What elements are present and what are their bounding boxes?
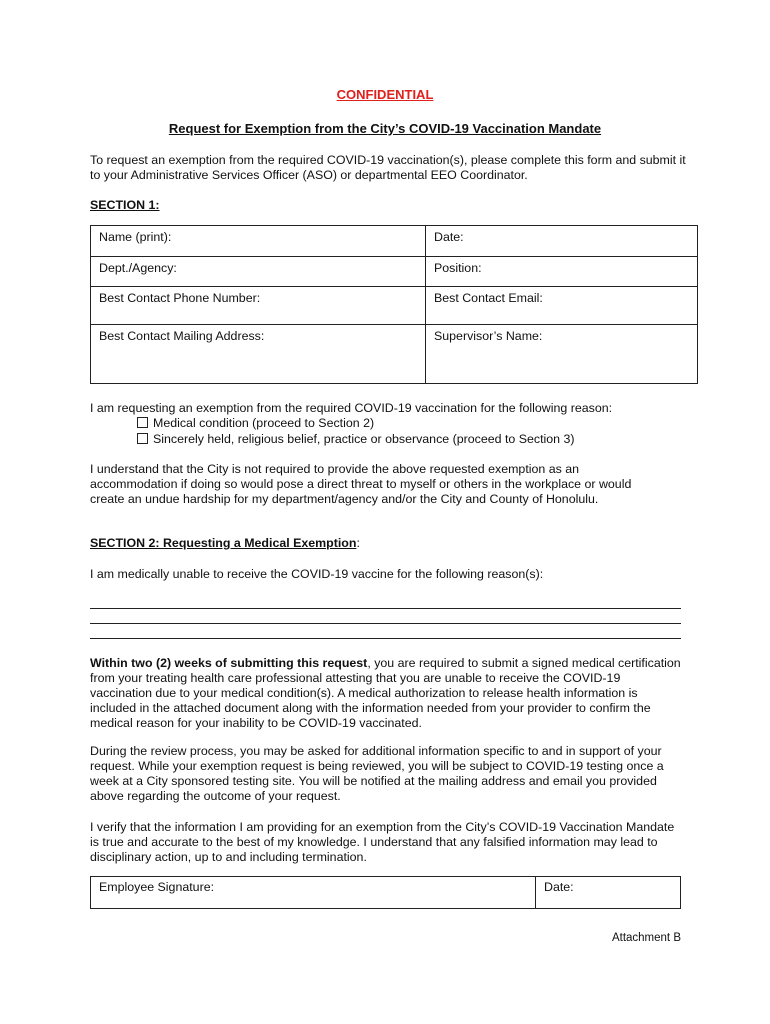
position-field[interactable] (426, 257, 698, 287)
date-field[interactable] (426, 226, 698, 257)
address-field[interactable] (91, 325, 426, 384)
dept-field[interactable] (91, 257, 426, 287)
reason-line-2[interactable] (90, 623, 681, 624)
attachment-label: Attachment B (611, 932, 681, 944)
dept-label: Dept./Agency: (99, 261, 177, 275)
employee-signature-field[interactable] (91, 877, 536, 909)
supervisor-field[interactable] (426, 325, 698, 384)
option-medical[interactable] (137, 415, 374, 431)
address-label: Best Contact Mailing Address: (99, 329, 265, 343)
email-field[interactable] (426, 287, 698, 325)
name-label: Name (print): (99, 230, 172, 244)
option-religious[interactable] (137, 431, 575, 447)
section1-heading: SECTION 1: (90, 198, 160, 212)
section2-heading-colon: : (356, 536, 360, 550)
signature-table (90, 876, 681, 909)
supervisor-label: Supervisor’s Name: (434, 329, 543, 343)
position-label: Position: (434, 261, 482, 275)
review-text: During the review process, you may be asked for additional information specific to and in support of your request. While your exemption request is being reviewed, you will be subject to COVID-19 testing once a week at a City sponsored testing site. You will be notified at the mailing address and email you provided above regarding the outcome of your request. (90, 744, 664, 803)
within-two-weeks-rest: , you are required to submit a signed medical certification from your treating health care professional attesting that you are unable to receive the COVID-19 vaccination due to your medical condition(s). A medical authorization to release health information is included in the attached document along with the information needed from your provider to confirm the medical reason for your inability to be COVID-19 vaccinated. (90, 656, 681, 730)
phone-label: Best Contact Phone Number: (99, 291, 261, 305)
confidential-label: CONFIDENTIAL (336, 87, 434, 102)
religious-checkbox[interactable] (137, 433, 148, 444)
understand-text: I understand that the City is not required to provide the above requested exemption as an accommodation if doing so would pose a direct threat to myself or others in the workplace or would create an undue hardship for my department/agency and/or the City and County of Honolulu. (90, 462, 632, 506)
reason-line-3[interactable] (90, 638, 681, 639)
section2-heading: SECTION 2: Requesting a Medical Exemption (90, 536, 357, 550)
email-label: Best Contact Email: (434, 291, 543, 305)
reason-line-1[interactable] (90, 608, 681, 609)
phone-field[interactable] (91, 287, 426, 325)
page-title: Request for Exemption from the City’s COVID-19 Vaccination Mandate (168, 121, 602, 136)
section2-heading-line (90, 536, 690, 551)
option-religious-label: Sincerely held, religious belief, practice or observance (proceed to Section 3) (153, 432, 575, 446)
date-label: Date: (434, 230, 464, 244)
reason-intro: I am requesting an exemption from the required COVID-19 vaccination for the following reason: (90, 401, 613, 415)
signature-date-label: Date: (544, 880, 574, 894)
name-field[interactable] (91, 226, 426, 257)
employee-signature-label: Employee Signature: (99, 880, 215, 894)
medical-reason-prompt: I am medically unable to receive the COVID-19 vaccine for the following reason(s): (90, 567, 544, 581)
medical-checkbox[interactable] (137, 417, 148, 428)
within-two-weeks-bold: Within two (2) weeks of submitting this request (90, 656, 368, 670)
signature-date-field[interactable] (536, 877, 681, 909)
verify-text: I verify that the information I am providing for an exemption from the City’s COVID-19 Vaccination Mandate is true and accurate to the best of my knowledge. I understand that any falsified information may lead to disciplinary action, up to and including termination. (90, 820, 675, 864)
intro-text: To request an exemption from the required COVID-19 vaccination(s), please complete this form and submit it to your Administrative Services Officer (ASO) or departmental EEO Coordinator. (90, 153, 686, 182)
section1-table (90, 225, 698, 384)
option-medical-label: Medical condition (proceed to Section 2) (153, 416, 375, 430)
within-two-weeks-text (90, 656, 685, 731)
